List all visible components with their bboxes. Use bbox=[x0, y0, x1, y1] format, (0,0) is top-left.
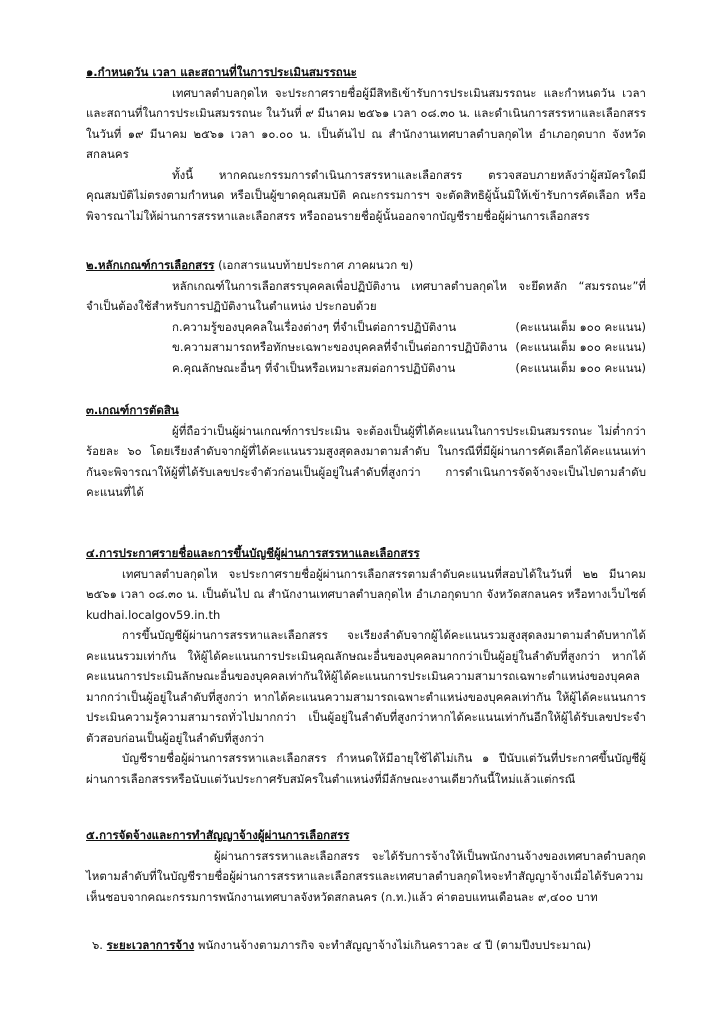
criteria-item-score: (คะแนนเต็ม ๑๐๐ คะแนน) bbox=[515, 319, 646, 334]
criteria-item-score: (คะแนนเต็ม ๑๐๐ คะแนน) bbox=[515, 340, 646, 354]
criteria-item bbox=[86, 337, 646, 358]
section-3-heading: ๓.เกณฑ์การตัดสิน bbox=[86, 403, 179, 417]
section-6 bbox=[92, 935, 652, 956]
criteria-item-text: ข.ความสามารถหรือทักษะเฉพาะของบุคคลที่จำเป็นต่อการปฏิบัติงาน bbox=[172, 340, 507, 354]
section-5 bbox=[86, 825, 646, 907]
criteria-item bbox=[86, 317, 646, 338]
section-2-heading-line bbox=[86, 255, 646, 276]
section-2-heading-note: (เอกสารแนบท้ายประกาศ ภาคผนวก ข) bbox=[214, 258, 414, 272]
criteria-item bbox=[86, 358, 646, 379]
section-4 bbox=[86, 543, 646, 789]
section-4-paragraph-1: เทศบาลตำบลกุดไห จะประกาศรายชื่อผู้ผ่านการเลือกสรรตามลำดับคะแนนที่สอบได้ในวันที่ ๒๒ มีนาคม ๒๕๖๑ เวลา ๐๘.๓๐ น. เป็นต้นไป ณ สำนักงานเทศบาลตำบลกุดไห อำเภอกุดบาก จังหวัดสกลนคร หรือทางเว็บไซต์ kudhai.localgov59.in.th bbox=[86, 566, 646, 622]
section-6-text: พนักงานจ้างตามภารกิจ จะทำสัญญาจ้างไม่เกินคราวละ ๔ ปี (ตามปีงบประมาณ) bbox=[194, 938, 592, 952]
section-1 bbox=[86, 62, 646, 226]
section-2-paragraph-1: หลักเกณฑ์ในการเลือกสรรบุคคลเพื่อปฏิบัติงาน เทศบาลตำบลกุดไห จะยึดหลัก “สมรรถนะ”ที่จำเป็นต้องใช้สำหรับการปฏิบัติงานในตำแหน่ง ประกอบด้วย bbox=[86, 278, 646, 313]
section-6-heading: ระยะเวลาการจ้าง bbox=[106, 938, 195, 952]
section-1-paragraph-2: ทั้งนี้ หากคณะกรรมการดำเนินการสรรหาและเลือกสรร ตรวจสอบภายหลังว่าผู้สมัครใดมีคุณสมบัติไม่ตรงตามกำหนด หรือเป็นผู้ขาดคุณสมบัติ คณะกรรมการฯ จะตัดสิทธิผู้นั้นมิให้เข้ารับการคัดเลือก หรือพิจารณาไม่ให้ผ่านการสรรหาและเลือกสรร หรือถอนรายชื่อผู้นั้นออกจากบัญชีรายชื่อผู้ผ่านการเลือกสรร bbox=[86, 167, 646, 223]
criteria-item-text: ก.ความรู้ของบุคคลในเรื่องต่างๆ ที่จำเป็นต่อการปฏิบัติงาน bbox=[172, 319, 457, 334]
section-1-paragraph-1: เทศบาลตำบลกุดไห จะประกาศรายชื่อผู้มีสิทธิเข้ารับการประเมินสมรรถนะ และกำหนดวัน เวลา และสถานที่ในการประเมินสมรรถนะ ในวันที่ ๙ มีนาคม ๒๕๖๑ เวลา ๐๘.๓๐ น. และดำเนินการสรรหาและเลือกสรร ในวันที่ ๑๙ มีนาคม ๒๕๖๑ เวลา ๑๐.๐๐ น. เป็นต้นไป ณ สำนักงานเทศบาลตำบลกุดไห อำเภอกุดบาก จังหวัดสกลนคร bbox=[86, 85, 646, 161]
section-4-heading: ๔.การประกาศรายชื่อและการขึ้นบัญชีผู้ผ่านการสรรหาและเลือกสรร bbox=[86, 546, 420, 560]
section-3 bbox=[86, 400, 646, 503]
criteria-item-text: ค.คุณลักษณะอื่นๆ ที่จำเป็นหรือเหมาะสมต่อการปฏิบัติงาน bbox=[172, 360, 456, 375]
section-5-heading: ๕.การจัดจ้างและการทำสัญญาจ้างผู้ผ่านการเลือกสรร bbox=[86, 828, 350, 842]
section-4-paragraph-2: การขึ้นบัญชีผู้ผ่านการสรรหาและเลือกสรร จะเรียงลำดับจากผู้ได้คะแนนรวมสูงสุดลงมาตามลำดับหากได้คะแนนรวมเท่ากัน ให้ผู้ได้คะแนนการประเมินคุณลักษณะอื่นของบุคคลมากกว่าเป็นผู้อยู่ในลำดับที่สูงกว่า หากได้คะแนนการประเมินลักษณะอื่นของบุคคลเท่ากันให้ผู้ได้คะแนนการประเมินความสามารถเฉพาะตำแหน่งของบุคคลมากกว่าเป็นผู้อยู่ในลำดับที่สูงกว่า หากได้คะแนนความสามารถเฉพาะตำแหน่งของบุคคลเท่ากัน ให้ผู้ได้คะแนนการประเมินความรู้ความสามารถทั่วไปมากกว่า เป็นผู้อยู่ในลำดับที่สูงกว่าหากได้คะแนนเท่ากันอีกให้ผู้ได้รับเลขประจำตัวสอบก่อนเป็นผู้อยู่ในลำดับที่สูงกว่า bbox=[86, 628, 646, 745]
section-2-heading: ๒.หลักเกณฑ์การเลือกสรร bbox=[86, 258, 215, 272]
section-5-paragraph-1: ผู้ผ่านการสรรหาและเลือกสรร จะได้รับการจ้างให้เป็นพนักงานจ้างของเทศบาลตำบลกุดไหตามลำดับที่ในบัญชีรายชื่อผู้ผ่านการสรรหาและเลือกสรรและเทศบาลตำบลกุดไหจะทำสัญญาจ้างเมื่อได้รับความเห็นชอบจากคณะกรรมการพนักงานเทศบาลจังหวัดสกลนคร (ก.ท.)แล้ว ค่าตอบแทนเดือนละ ๙,๔๐๐ บาท bbox=[86, 848, 646, 904]
criteria-item-score: (คะแนนเต็ม ๑๐๐ คะแนน) bbox=[515, 360, 646, 375]
section-1-heading: ๑.กำหนดวัน เวลา และสถานที่ในการประเมินสมรรถนะ bbox=[86, 65, 357, 79]
section-4-paragraph-3: บัญชีรายชื่อผู้ผ่านการสรรหาและเลือกสรร กำหนดให้มีอายุใช้ได้ไม่เกิน ๑ ปีนับแต่วันที่ประกาศขึ้นบัญชีผู้ผ่านการเลือกสรรหรือนับแต่วันประกาศรับสมัครในตำแหน่งที่มีลักษณะงานเดียวกันนี้ใหม่แล้วแต่กรณี bbox=[86, 751, 646, 786]
section-6-number: ๖. bbox=[92, 938, 107, 952]
section-3-paragraph-1: ผู้ที่ถือว่าเป็นผู้ผ่านเกณฑ์การประเมิน จะต้องเป็นผู้ที่ได้คะแนนในการประเมินสมรรถนะ ไม่ต่ำกว่าร้อยละ ๖๐ โดยเรียงลำดับจากผู้ที่ได้คะแนนรวมสูงสุดลงมาตามลำดับ ในกรณีที่มีผู้ผ่านการคัดเลือกได้คะแนนเท่ากันจะพิจารณาให้ผู้ที่ได้รับเลขประจำตัวก่อนเป็นผู้อยู่ในลำดับที่สูงกว่า การดำเนินการจัดจ้างจะเป็นไปตามลำดับคะแนนที่ได้ bbox=[86, 423, 646, 499]
section-2 bbox=[86, 255, 646, 378]
